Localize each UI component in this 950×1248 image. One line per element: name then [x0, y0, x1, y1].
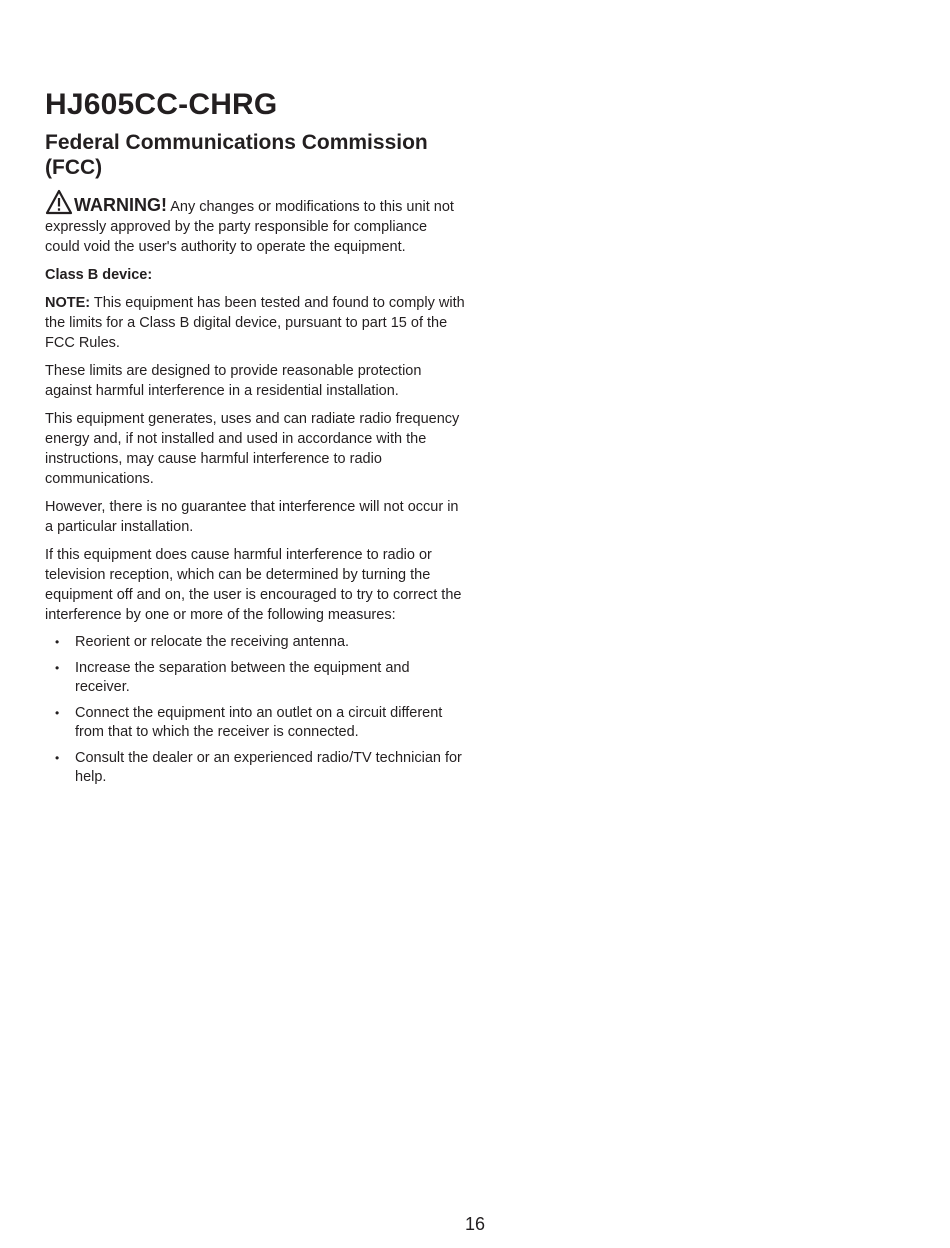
measure-text: Consult the dealer or an experienced radio/TV technician for help.: [75, 750, 462, 785]
warning-text: Any changes or modifications to this unit not expressly approved by the party responsible for compliance could void the user's authority to operate the equipment.: [45, 199, 454, 255]
interference-paragraph: If this equipment does cause harmful interference to radio or television reception, which can be determined by turning the equipment off and on, the user is encouraged to try to correct the interference by one or more of the following measures:: [45, 547, 462, 623]
measure-text: Connect the equipment into an outlet on a circuit different from that to which the receiver is connected.: [75, 705, 443, 740]
note-paragraph: [45, 293, 465, 353]
bullet-icon: •: [55, 661, 60, 675]
warning-triangle-icon: [45, 189, 73, 215]
list-item: [45, 704, 465, 742]
note-text: This equipment has been tested and found to comply with the limits for a Class B digital device, pursuant to part 15 of the FCC Rules.: [45, 295, 465, 351]
warning-paragraph: [45, 189, 465, 257]
list-item: [45, 749, 465, 787]
list-item: [45, 633, 465, 652]
measures-list: [45, 633, 465, 787]
radiation-paragraph: This equipment generates, uses and can radiate radio frequency energy and, if not installed and used in accordance with the instructions, may cause harmful interference to radio communications.: [45, 411, 460, 487]
limits-paragraph: These limits are designed to provide reasonable protection against harmful interference in a residential installation.: [45, 363, 422, 399]
page-content: [45, 86, 465, 794]
section-title: Federal Communications Commission (FCC): [45, 131, 428, 179]
measure-text: Increase the separation between the equipment and receiver.: [75, 660, 410, 695]
model-title: HJ605CC-CHRG: [45, 88, 278, 121]
measure-text: Reorient or relocate the receiving antenna.: [75, 634, 350, 650]
warning-label: WARNING!: [74, 195, 167, 215]
list-item: [45, 659, 465, 697]
bullet-icon: •: [55, 635, 60, 649]
note-label: NOTE:: [45, 295, 91, 311]
guarantee-paragraph: However, there is no guarantee that interference will not occur in a particular installation.: [45, 499, 459, 535]
bullet-icon: •: [55, 706, 60, 720]
page-number: 16: [464, 1214, 486, 1234]
class-heading: Class B device:: [45, 267, 153, 283]
bullet-icon: •: [55, 751, 60, 765]
